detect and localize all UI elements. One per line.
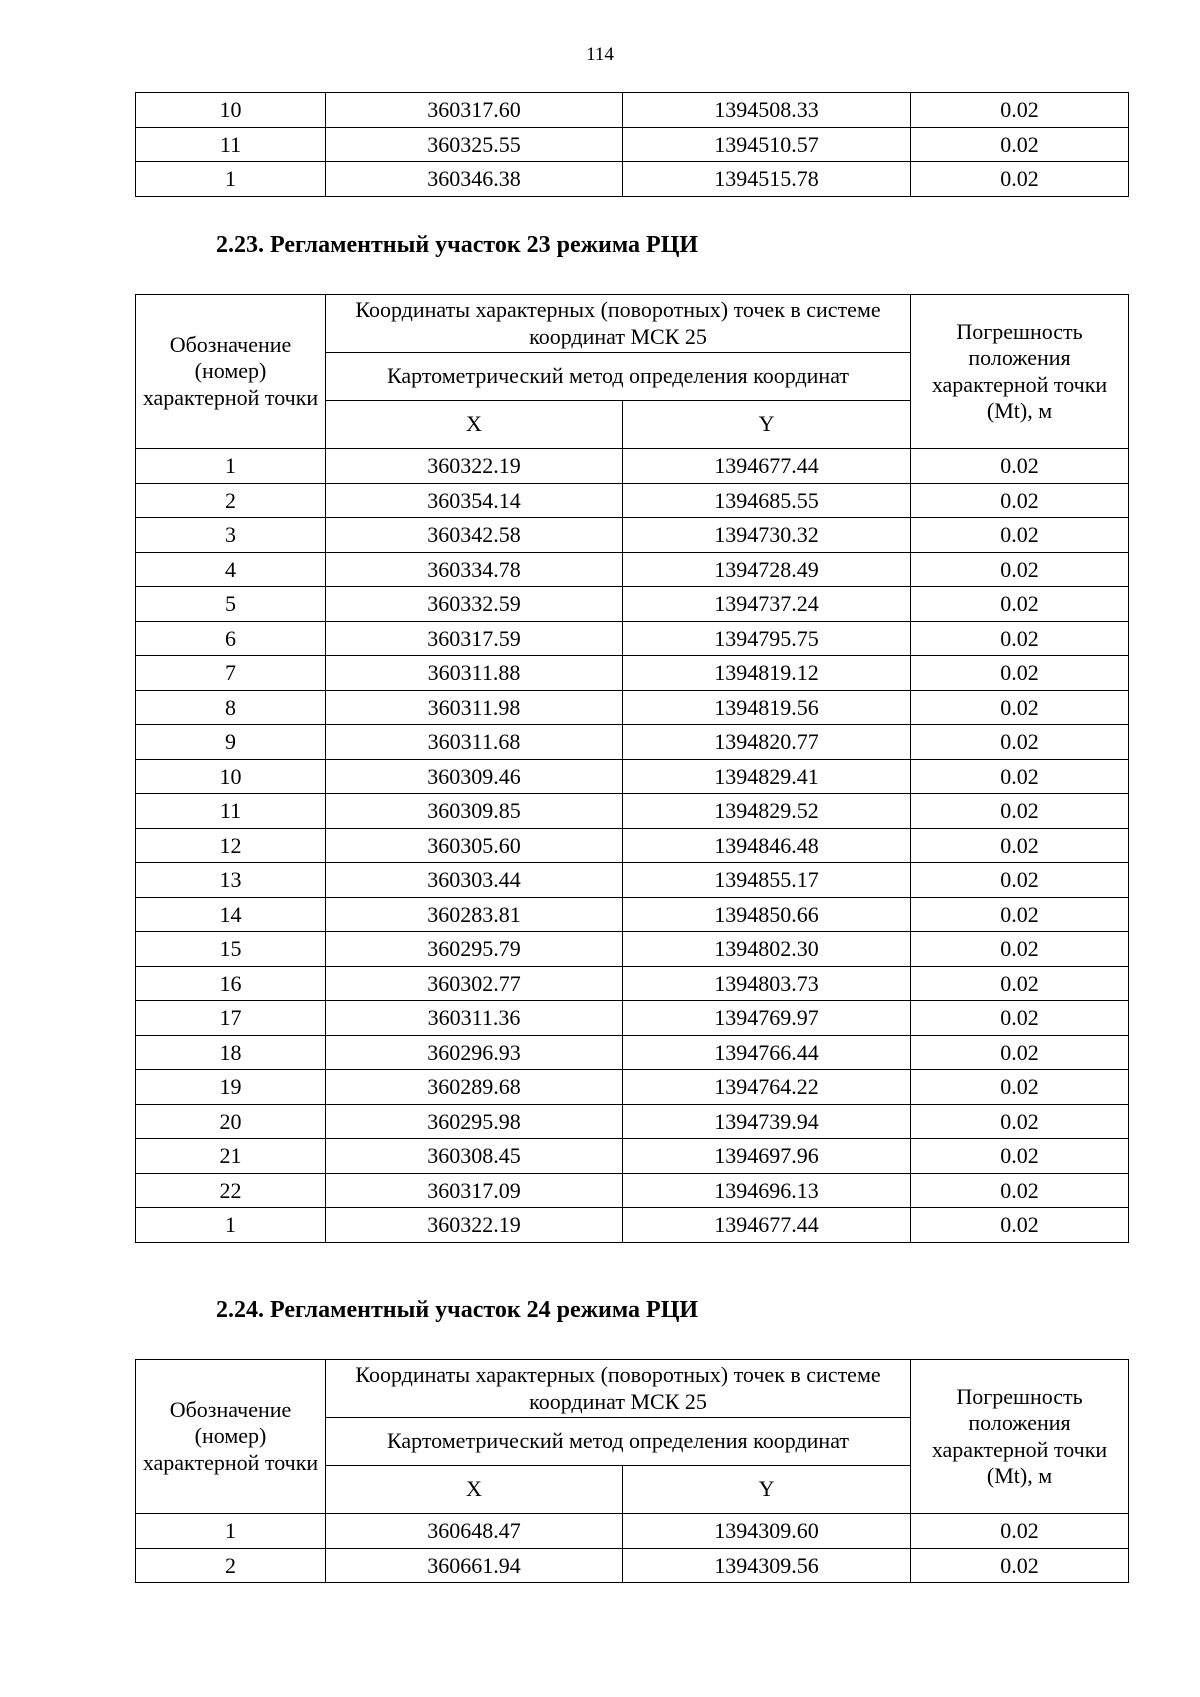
error-cell: 0.02 [911, 1548, 1129, 1583]
table-row [136, 656, 1129, 691]
x-coordinate-cell: 360322.19 [326, 1208, 623, 1243]
point-number-cell: 11 [136, 794, 326, 829]
x-coordinate-cell: 360295.98 [326, 1104, 623, 1139]
header-error: Погрешность положения характерной точки (Mt), м [911, 295, 1129, 449]
x-coordinate-cell: 360309.85 [326, 794, 623, 829]
y-coordinate-cell: 1394730.32 [623, 518, 911, 553]
point-number-cell: 4 [136, 552, 326, 587]
x-coordinate-cell: 360332.59 [326, 587, 623, 622]
error-cell: 0.02 [911, 897, 1129, 932]
header-method: Картометрический метод определения координат [326, 1418, 911, 1466]
table-row [136, 1548, 1129, 1583]
table-row [136, 794, 1129, 829]
y-coordinate-cell: 1394819.56 [623, 690, 911, 725]
y-coordinate-cell: 1394829.41 [623, 759, 911, 794]
error-cell: 0.02 [911, 162, 1129, 197]
header-error: Погрешность положения характерной точки (Mt), м [911, 1360, 1129, 1514]
x-coordinate-cell: 360311.36 [326, 1001, 623, 1036]
x-coordinate-cell: 360325.55 [326, 127, 623, 162]
error-cell: 0.02 [911, 93, 1129, 128]
error-cell: 0.02 [911, 127, 1129, 162]
error-cell: 0.02 [911, 1001, 1129, 1036]
table-row [136, 1070, 1129, 1105]
coordinates-table-24 [135, 1359, 1129, 1583]
y-coordinate-cell: 1394739.94 [623, 1104, 911, 1139]
error-cell: 0.02 [911, 587, 1129, 622]
header-designation: Обозначение (номер) характерной точки [136, 1360, 326, 1514]
y-coordinate-cell: 1394697.96 [623, 1139, 911, 1174]
error-cell: 0.02 [911, 656, 1129, 691]
point-number-cell: 1 [136, 449, 326, 484]
y-coordinate-cell: 1394855.17 [623, 863, 911, 898]
error-cell: 0.02 [911, 1514, 1129, 1549]
x-coordinate-cell: 360354.14 [326, 483, 623, 518]
x-coordinate-cell: 360648.47 [326, 1514, 623, 1549]
y-coordinate-cell: 1394819.12 [623, 656, 911, 691]
table-row [136, 725, 1129, 760]
x-coordinate-cell: 360311.88 [326, 656, 623, 691]
table-row [136, 127, 1129, 162]
x-coordinate-cell: 360305.60 [326, 828, 623, 863]
y-coordinate-cell: 1394510.57 [623, 127, 911, 162]
y-coordinate-cell: 1394802.30 [623, 932, 911, 967]
continuation-table [135, 92, 1129, 197]
header-coordinates: Координаты характерных (поворотных) точек в системе координат МСК 25 [326, 1360, 911, 1418]
error-cell: 0.02 [911, 725, 1129, 760]
y-coordinate-cell: 1394769.97 [623, 1001, 911, 1036]
y-coordinate-cell: 1394696.13 [623, 1173, 911, 1208]
header-y: Y [623, 401, 911, 449]
table-row [136, 1001, 1129, 1036]
error-cell: 0.02 [911, 966, 1129, 1001]
point-number-cell: 9 [136, 725, 326, 760]
y-coordinate-cell: 1394677.44 [623, 1208, 911, 1243]
x-coordinate-cell: 360283.81 [326, 897, 623, 932]
table-row [136, 1139, 1129, 1174]
table-row [136, 1208, 1129, 1243]
x-coordinate-cell: 360311.98 [326, 690, 623, 725]
point-number-cell: 10 [136, 93, 326, 128]
x-coordinate-cell: 360346.38 [326, 162, 623, 197]
table-row [136, 518, 1129, 553]
x-coordinate-cell: 360317.59 [326, 621, 623, 656]
header-y: Y [623, 1466, 911, 1514]
header-designation: Обозначение (номер) характерной точки [136, 295, 326, 449]
point-number-cell: 21 [136, 1139, 326, 1174]
header-x: X [326, 401, 623, 449]
error-cell: 0.02 [911, 794, 1129, 829]
error-cell: 0.02 [911, 863, 1129, 898]
y-coordinate-cell: 1394850.66 [623, 897, 911, 932]
x-coordinate-cell: 360317.09 [326, 1173, 623, 1208]
x-coordinate-cell: 360295.79 [326, 932, 623, 967]
point-number-cell: 17 [136, 1001, 326, 1036]
error-cell: 0.02 [911, 828, 1129, 863]
error-cell: 0.02 [911, 552, 1129, 587]
table-row [136, 932, 1129, 967]
table-row [136, 449, 1129, 484]
table-row [136, 1173, 1129, 1208]
table-row [136, 1514, 1129, 1549]
point-number-cell: 18 [136, 1035, 326, 1070]
y-coordinate-cell: 1394766.44 [623, 1035, 911, 1070]
point-number-cell: 12 [136, 828, 326, 863]
table-row [136, 863, 1129, 898]
x-coordinate-cell: 360661.94 [326, 1548, 623, 1583]
x-coordinate-cell: 360322.19 [326, 449, 623, 484]
point-number-cell: 1 [136, 1208, 326, 1243]
y-coordinate-cell: 1394309.56 [623, 1548, 911, 1583]
point-number-cell: 20 [136, 1104, 326, 1139]
table-row [136, 966, 1129, 1001]
x-coordinate-cell: 360289.68 [326, 1070, 623, 1105]
header-x: X [326, 1466, 623, 1514]
y-coordinate-cell: 1394309.60 [623, 1514, 911, 1549]
y-coordinate-cell: 1394846.48 [623, 828, 911, 863]
point-number-cell: 8 [136, 690, 326, 725]
error-cell: 0.02 [911, 621, 1129, 656]
y-coordinate-cell: 1394685.55 [623, 483, 911, 518]
table-row [136, 690, 1129, 725]
point-number-cell: 19 [136, 1070, 326, 1105]
table-row [136, 621, 1129, 656]
point-number-cell: 2 [136, 1548, 326, 1583]
table-row [136, 897, 1129, 932]
y-coordinate-cell: 1394677.44 [623, 449, 911, 484]
table-row [136, 759, 1129, 794]
error-cell: 0.02 [911, 1104, 1129, 1139]
table-row [136, 1104, 1129, 1139]
x-coordinate-cell: 360309.46 [326, 759, 623, 794]
error-cell: 0.02 [911, 449, 1129, 484]
point-number-cell: 7 [136, 656, 326, 691]
y-coordinate-cell: 1394820.77 [623, 725, 911, 760]
error-cell: 0.02 [911, 690, 1129, 725]
point-number-cell: 14 [136, 897, 326, 932]
table-row [136, 552, 1129, 587]
x-coordinate-cell: 360334.78 [326, 552, 623, 587]
y-coordinate-cell: 1394515.78 [623, 162, 911, 197]
error-cell: 0.02 [911, 518, 1129, 553]
point-number-cell: 3 [136, 518, 326, 553]
header-coordinates: Координаты характерных (поворотных) точек в системе координат МСК 25 [326, 295, 911, 353]
point-number-cell: 13 [136, 863, 326, 898]
section-title-23: 2.23. Регламентный участок 23 режима РЦИ [216, 232, 699, 258]
error-cell: 0.02 [911, 932, 1129, 967]
error-cell: 0.02 [911, 759, 1129, 794]
point-number-cell: 11 [136, 127, 326, 162]
y-coordinate-cell: 1394728.49 [623, 552, 911, 587]
y-coordinate-cell: 1394737.24 [623, 587, 911, 622]
error-cell: 0.02 [911, 1208, 1129, 1243]
y-coordinate-cell: 1394795.75 [623, 621, 911, 656]
point-number-cell: 1 [136, 1514, 326, 1549]
x-coordinate-cell: 360302.77 [326, 966, 623, 1001]
table-row [136, 93, 1129, 128]
point-number-cell: 10 [136, 759, 326, 794]
table-row [136, 483, 1129, 518]
x-coordinate-cell: 360317.60 [326, 93, 623, 128]
error-cell: 0.02 [911, 1035, 1129, 1070]
x-coordinate-cell: 360296.93 [326, 1035, 623, 1070]
point-number-cell: 5 [136, 587, 326, 622]
y-coordinate-cell: 1394803.73 [623, 966, 911, 1001]
table-row [136, 828, 1129, 863]
point-number-cell: 15 [136, 932, 326, 967]
error-cell: 0.02 [911, 1173, 1129, 1208]
x-coordinate-cell: 360311.68 [326, 725, 623, 760]
error-cell: 0.02 [911, 483, 1129, 518]
x-coordinate-cell: 360303.44 [326, 863, 623, 898]
page-number: 114 [586, 44, 614, 65]
point-number-cell: 2 [136, 483, 326, 518]
point-number-cell: 6 [136, 621, 326, 656]
x-coordinate-cell: 360308.45 [326, 1139, 623, 1174]
y-coordinate-cell: 1394508.33 [623, 93, 911, 128]
table-row [136, 162, 1129, 197]
y-coordinate-cell: 1394829.52 [623, 794, 911, 829]
error-cell: 0.02 [911, 1139, 1129, 1174]
table-row [136, 1035, 1129, 1070]
point-number-cell: 16 [136, 966, 326, 1001]
coordinates-table-23 [135, 294, 1129, 1243]
error-cell: 0.02 [911, 1070, 1129, 1105]
point-number-cell: 1 [136, 162, 326, 197]
section-title-24: 2.24. Регламентный участок 24 режима РЦИ [216, 1297, 699, 1323]
point-number-cell: 22 [136, 1173, 326, 1208]
x-coordinate-cell: 360342.58 [326, 518, 623, 553]
y-coordinate-cell: 1394764.22 [623, 1070, 911, 1105]
header-method: Картометрический метод определения координат [326, 353, 911, 401]
table-row [136, 587, 1129, 622]
